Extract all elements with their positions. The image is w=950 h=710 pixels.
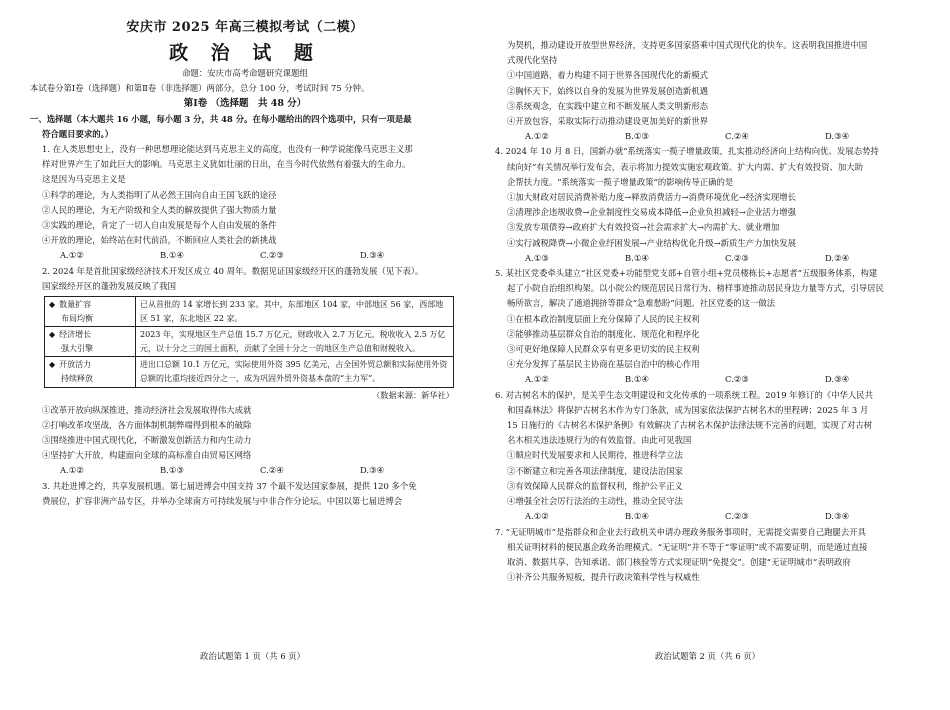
q3-statement-1: ①中国道路，着力构建不同于世界各国现代化的新模式 — [507, 70, 708, 81]
table-row — [45, 357, 454, 387]
q6-option-b[interactable]: B.①④ — [625, 511, 649, 522]
q2-data-table — [44, 296, 454, 388]
q2-options — [30, 463, 460, 478]
left-column — [30, 0, 460, 672]
question-6 — [495, 388, 925, 525]
row-head-line-2: 布局均衡 — [61, 313, 93, 323]
page-footer-1: 政治试题第 1 页（共 6 页） — [200, 651, 306, 661]
question-3-cont — [495, 38, 925, 144]
table-row-body: 已从首批的 14 家增长到 233 家。其中，东部地区 104 家，中部地区 56 家，西部地区 51 家，东北地区 22 家。 — [136, 297, 454, 327]
section-note: 一、选择题（本大题共 16 小题，每小题 3 分，共 48 分。在每小题给出的四个选项中，只有一项是最 — [30, 113, 412, 124]
question-5 — [495, 266, 925, 388]
q3-stem-4: 式现代化坚持 — [507, 55, 558, 66]
q5-option-c[interactable]: C.②③ — [725, 374, 749, 385]
diamond-icon: ◆ — [49, 300, 56, 310]
question-3-start — [30, 479, 460, 509]
q3-statement-4: ④开放包容，采取实际行动推动建设更加美好的新世界 — [507, 116, 708, 127]
right-column — [495, 0, 925, 710]
exam-title: 安庆市 2025 年高三模拟考试（二模） — [126, 20, 364, 35]
q4-options — [495, 251, 925, 266]
q7-stem-1: 7. “无证明城市”是指群众和企业去行政机关申请办理政务服务事项时，无需提交需要自己跑腿去开具 — [495, 526, 866, 537]
q4-statement-4: ④实行减税降费→小微企业纾困发展→产业结构优化升级→新质生产力加快发展 — [507, 237, 797, 248]
q1-statement-1: ①科学的理论，为人类指明了从必然王国向自由王国飞跃的途径 — [42, 189, 277, 200]
q3-stem-2: 费展位，扩容非洲产品专区，并举办全球南方可持续发展与中非合作分论坛。中国以第七届进博会 — [42, 495, 403, 506]
page-footer-2: 政治试题第 2 页（共 6 页） — [655, 651, 761, 661]
q1-option-a[interactable]: A.①② — [60, 250, 84, 261]
q6-statement-1: ①顺应时代发展要求和人民期待，推进科学立法 — [507, 450, 683, 461]
subject-title: 政 治 试 题 — [169, 42, 321, 64]
q6-option-d[interactable]: D.③④ — [825, 511, 850, 522]
q2-data-source: （数据来源：新华社） — [372, 389, 454, 400]
q1-option-d[interactable]: D.③④ — [360, 250, 385, 261]
row-head-line-1: 数量扩容 — [59, 300, 92, 310]
q6-stem-1: 6. 对古树名木的保护，是关乎生态文明建设和文化传承的一项系统工程。2019 年修订的《中华人民共 — [495, 389, 874, 400]
q5-option-a[interactable]: A.①② — [525, 374, 549, 385]
q3-option-b[interactable]: B.①③ — [625, 131, 649, 142]
q6-stem-4: 名木相关违法违规行为的有效监督。由此可见我国 — [507, 435, 692, 446]
q5-option-d[interactable]: D.③④ — [825, 374, 850, 385]
table-row-head — [45, 327, 136, 357]
q7-stem-3: 取消、数据共享、告知承诺、部门核验等方式实现证明“免提交”。创建“无证明城市”表明政府 — [507, 556, 851, 567]
question-7 — [495, 525, 925, 586]
section-note-cont: 符合题目要求的。） — [42, 128, 114, 139]
intro-line: 本试卷分第Ⅰ卷（选择题）和第Ⅱ卷（非选择题）两部分，总分 100 分，考试时间 75 分钟。 — [30, 83, 370, 94]
q2-stem-1: 2. 2024 年是首批国家级经济技术开发区成立 40 周年。数据见证国家级经开区的蓬勃发展（见下表）。 — [42, 265, 424, 276]
q1-stem-3: 这是因为马克思主义是 — [42, 174, 126, 185]
part-title: 第Ⅰ卷 （选择题 共 48 分） — [183, 98, 307, 110]
q6-stem-3: 15 日施行的《古树名木保护条例》有效解决了古树名木保护法律法规不完善的问题，实现了对古树 — [507, 420, 873, 431]
q3-option-a[interactable]: A.①② — [525, 131, 549, 142]
q1-option-c[interactable]: C.②③ — [260, 250, 284, 261]
q6-stem-2: 和国森林法》将保护古树名木作为专门条款，成为国家依法保护古树名木的里程碑；2025 年 3 月 — [507, 404, 869, 415]
q4-stem-3: 企帮扶力度。“系统落实一揽子增量政策”的影响传导正确的是 — [507, 176, 734, 187]
question-2 — [30, 264, 460, 479]
q7-stem-2: 相关证明材料的便民惠企政务治理模式。“无证明”并不等于“零证明”或不需要证明，而是通过直接 — [507, 541, 868, 552]
question-1 — [30, 142, 460, 264]
table-row-head — [45, 297, 136, 327]
q4-stem-1: 4. 2024 年 10 月 8 日，国新办就“系统落实一揽子增量政策，扎实推动经济向上结构向优、发展态势持 — [495, 146, 879, 157]
q5-statement-1: ①在根本政治制度层面上充分保障了人民的民主权利 — [507, 313, 700, 324]
q1-option-b[interactable]: B.①④ — [160, 250, 184, 261]
q4-option-c[interactable]: C.②③ — [725, 252, 749, 263]
q1-stem-1: 1. 在人类思想史上，没有一种思想理论能达到马克思主义的高度，也没有一种学说能像马克思主义那 — [42, 144, 413, 155]
q5-statement-3: ③可更好地保障人民群众享有更多更切实的民主权利 — [507, 344, 700, 355]
table-row-head — [45, 357, 136, 387]
q3-statement-3: ③系统观念，在实践中建立和不断发展人类文明新形态 — [507, 100, 708, 111]
q5-statement-2: ②能够推动基层群众自治的制度化、规范化和程序化 — [507, 328, 700, 339]
row-head-line-1: 经济增长 — [59, 330, 92, 340]
table-row-body: 进出口总额 10.1 万亿元，实际使用外资 395 亿美元，占全国外贸总额和实际使用外资总额的比重均接近四分之一，成为巩固外贸外资基本盘的“主力军”。 — [136, 357, 454, 387]
q5-stem-2: 起了小院自治组织构架。以小院公约规范居民日常行为、榜样事迹推动居民身边力量等方式，引导居民 — [507, 283, 884, 294]
table-row — [45, 297, 454, 327]
q6-option-a[interactable]: A.①② — [525, 511, 549, 522]
q5-options — [495, 372, 925, 387]
q1-statement-4: ④开放的理论，始终站在时代前沿，不断回应人类社会的新挑战 — [42, 235, 277, 246]
q2-option-a[interactable]: A.①② — [60, 465, 84, 476]
q6-option-c[interactable]: C.②③ — [725, 511, 749, 522]
q4-stem-2: 续向好”有关情况举行发布会，表示将加力提效实施宏观政策、扩大内需、扩大有效投资、加大助 — [507, 161, 864, 172]
q3-options — [495, 129, 925, 144]
q2-statement-3: ③围绕推进中国式现代化，不断激发创新活力和内生动力 — [42, 435, 252, 446]
diamond-icon: ◆ — [49, 360, 56, 370]
q3-stem-3: 为契机，推动建设开放型世界经济，支持更多国家搭乘中国式现代化的快车。这表明我国推进中国 — [507, 40, 868, 50]
table-row-body: 2023 年，实现地区生产总值 15.7 万亿元，财政收入 2.7 万亿元，税收收入 2.5 万亿元，以十分之三的国土面积，贡献了全国十分之一的地区生产总值和财税收入。 — [136, 327, 454, 357]
q1-statement-3: ③实践的理论，肯定了一切人自由发展是每个人自由发展的条件 — [42, 220, 277, 231]
q5-statement-4: ④充分发挥了基层民主协商在基层自治中的核心作用 — [507, 359, 700, 370]
q5-stem-1: 5. 某社区党委牵头建立“社区党委+功能型党支部+自管小组+党员楼栋长+志愿者”五级服务体系，构建 — [495, 268, 878, 279]
q1-statement-2: ②人民的理论，为无产阶级和全人类的解放提供了强大物质力量 — [42, 204, 277, 215]
q2-statement-4: ④坚持扩大开放，构建面向全球的高标准自由贸易区网络 — [42, 450, 252, 461]
q3-statement-2: ②胸怀天下，始终以自身的发展为世界发展创造新机遇 — [507, 85, 708, 96]
q2-statement-2: ②打响改革攻坚战，各方面体制机制弊端得到根本的破除 — [42, 419, 252, 430]
diamond-icon: ◆ — [49, 330, 56, 340]
q4-statement-3: ③发放专项债券→政府扩大有效投资→社会需求扩大→内需扩大、就业增加 — [507, 222, 780, 233]
q6-statement-4: ④增强全社会厉行法治的主动性，推动全民守法 — [507, 496, 683, 507]
q2-option-d[interactable]: D.③④ — [360, 465, 385, 476]
q1-stem-2: 样对世界产生了如此巨大的影响。马克思主义犹如壮丽的日出，在当今时代依然有着强大的生命力。 — [42, 159, 411, 170]
q4-statement-2: ②清理涉企违规收费→企业制度性交易成本降低→企业负担减轻→企业活力增强 — [507, 207, 797, 218]
q3-option-d[interactable]: D.③④ — [825, 131, 850, 142]
q7-statement-1: ①补齐公共服务短板，提升行政决策科学性与权威性 — [507, 572, 700, 583]
q2-option-c[interactable]: C.②④ — [260, 465, 284, 476]
q4-statement-1: ①加大财政对居民消费补贴力度→释放消费活力→消费环境优化→经济实现增长 — [507, 192, 797, 203]
row-head-line-1: 开放活力 — [59, 360, 92, 370]
q3-option-c[interactable]: C.②④ — [725, 131, 749, 142]
q2-option-b[interactable]: B.①③ — [160, 465, 184, 476]
q5-option-b[interactable]: B.①④ — [625, 374, 649, 385]
q6-options — [495, 509, 925, 524]
q1-options — [30, 248, 460, 263]
q6-statement-3: ③有效保障人民群众的监督权利，维护公平正义 — [507, 480, 683, 491]
row-head-line-2: 持续释放 — [61, 374, 93, 384]
author-line: 命题：安庆市高考命题研究课题组 — [182, 68, 308, 78]
question-4 — [495, 144, 925, 266]
q2-statement-1: ①改革开放向纵深推进，推动经济社会发展取得伟大成就 — [42, 404, 252, 415]
q5-stem-3: 畅所欲言，解决了通道拥挤等群众“急难愁盼”问题。社区党委的这一做法 — [507, 298, 776, 309]
q6-statement-2: ②不断建立和完善各项法律制度，建设法治国家 — [507, 465, 683, 476]
q4-option-a[interactable]: A.①③ — [525, 252, 549, 263]
row-head-line-2: 强大引擎 — [61, 343, 93, 353]
table-row — [45, 327, 454, 357]
q4-option-b[interactable]: B.①④ — [625, 252, 649, 263]
q3-stem-1: 3. 共赴进博之约，共享发展机遇。第七届进博会中国支持 37 个最不发达国家参展，提供 120 多个免 — [42, 480, 417, 491]
q2-stem-2: 国家级经开区的蓬勃发展反映了我国 — [42, 280, 176, 291]
q4-option-d[interactable]: D.②④ — [825, 252, 850, 263]
